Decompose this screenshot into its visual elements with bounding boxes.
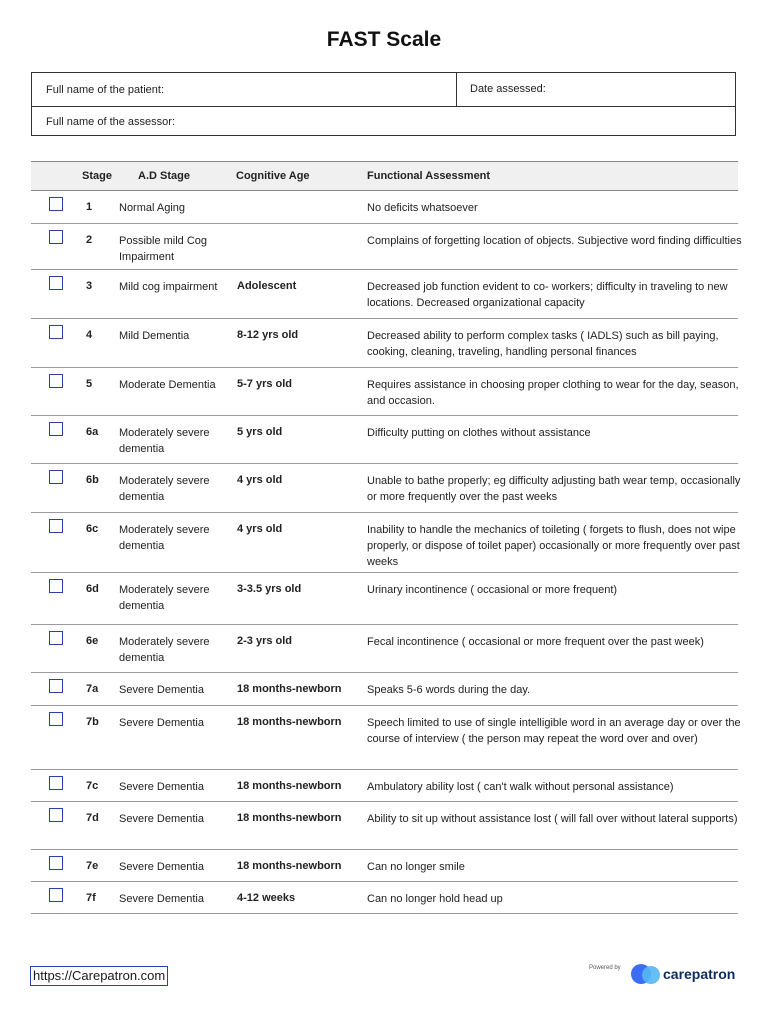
stage-checkbox[interactable] <box>49 579 63 593</box>
functional-assessment: Speech limited to use of single intelligible word in an average day or over the course of interview ( the person may repeat the word over and over) <box>367 717 741 745</box>
info-divider <box>456 73 457 106</box>
stage-checkbox[interactable] <box>49 856 63 870</box>
stage-number: 7c <box>86 780 99 792</box>
stage-number: 7a <box>86 683 99 695</box>
functional-assessment: Inability to handle the mechanics of toileting ( forgets to flush, does not wipe properly, or dispose of toilet paper) occasionally or more frequently over past weeks <box>367 524 740 568</box>
table-row <box>31 319 738 368</box>
functional-assessment: Decreased job function evident to co- workers; difficulty in traveling to new locations. Decreased organizational capacity <box>367 281 728 309</box>
table-row <box>31 368 738 416</box>
table-body <box>31 191 742 914</box>
stage-number: 6c <box>86 523 99 535</box>
stage-checkbox[interactable] <box>49 470 63 484</box>
table-header <box>31 161 738 191</box>
cognitive-age: 18 months-newborn <box>237 860 342 872</box>
functional-assessment: Can no longer smile <box>367 861 465 873</box>
ad-stage: Moderately severe dementia <box>119 475 210 503</box>
assessor-name-label: Full name of the assessor: <box>46 116 176 128</box>
carepatron-brand: carepatron <box>663 966 736 982</box>
stage-number: 6a <box>86 426 99 438</box>
ad-stage: Moderately severe dementia <box>119 636 210 664</box>
cognitive-age: 8-12 yrs old <box>237 329 299 341</box>
functional-assessment: Speaks 5-6 words during the day. <box>367 684 531 696</box>
stage-number: 6d <box>86 583 99 595</box>
table-row <box>31 464 741 513</box>
stage-checkbox[interactable] <box>49 631 63 645</box>
cognitive-age: 18 months-newborn <box>237 812 342 824</box>
header-ad-stage: A.D Stage <box>138 170 190 182</box>
table-row <box>31 802 738 850</box>
powered-by-text: Powered by <box>589 965 621 971</box>
cognitive-age: Adolescent <box>237 280 297 292</box>
ad-stage: Mild cog impairment <box>119 281 218 293</box>
cognitive-age: 5-7 yrs old <box>237 378 293 390</box>
stage-checkbox[interactable] <box>49 325 63 339</box>
patient-info-box <box>31 72 736 136</box>
stage-checkbox[interactable] <box>49 808 63 822</box>
ad-stage: Moderate Dementia <box>119 379 216 391</box>
stage-number: 7e <box>86 860 99 872</box>
functional-assessment: Requires assistance in choosing proper clothing to wear for the day, season, and occasion. <box>367 379 739 407</box>
table-row <box>31 882 738 914</box>
table-row <box>31 513 738 573</box>
ad-stage: Moderately severe dementia <box>119 427 210 455</box>
stage-number: 7d <box>86 812 99 824</box>
functional-assessment: Unable to bathe properly; eg difficulty adjusting bath wear temp, occasionally or more frequently over the past weeks <box>367 475 741 503</box>
ad-stage: Severe Dementia <box>119 861 204 873</box>
table-row <box>31 850 738 882</box>
ad-stage: Moderately severe dementia <box>119 524 210 552</box>
cognitive-age: 4 yrs old <box>237 474 283 486</box>
stage-checkbox[interactable] <box>49 519 63 533</box>
stage-checkbox[interactable] <box>49 776 63 790</box>
fast-scale-table <box>31 161 742 914</box>
cognitive-age: 2-3 yrs old <box>237 635 293 647</box>
functional-assessment: Fecal incontinence ( occasional or more frequent over the past week) <box>367 636 704 648</box>
ad-stage: Severe Dementia <box>119 893 204 905</box>
stage-checkbox[interactable] <box>49 276 63 290</box>
stage-number: 1 <box>86 201 93 213</box>
cognitive-age: 18 months-newborn <box>237 683 342 695</box>
table-row <box>31 673 738 706</box>
stage-checkbox[interactable] <box>49 888 63 902</box>
cognitive-age: 5 yrs old <box>237 426 283 438</box>
stage-number: 3 <box>86 280 93 292</box>
stage-number: 7b <box>86 716 99 728</box>
table-row <box>31 191 738 224</box>
functional-assessment: Can no longer hold head up <box>367 893 503 905</box>
header-cognitive-age: Cognitive Age <box>236 170 310 182</box>
table-row <box>31 224 742 270</box>
stage-checkbox[interactable] <box>49 422 63 436</box>
functional-assessment: Decreased ability to perform complex tasks ( IADLS) such as bill paying, cooking, cleaning, traveling, handling personal finances <box>367 330 719 358</box>
header-stage: Stage <box>82 170 112 182</box>
ad-stage: Mild Dementia <box>119 330 190 342</box>
stage-number: 6e <box>86 635 99 647</box>
table-row <box>31 770 738 802</box>
ad-stage: Possible mild Cog Impairment <box>119 235 208 263</box>
ad-stage: Severe Dementia <box>119 813 204 825</box>
ad-stage: Severe Dementia <box>119 781 204 793</box>
table-row <box>31 416 738 464</box>
ad-stage: Moderately severe dementia <box>119 584 210 612</box>
carepatron-link[interactable]: https://Carepatron.com <box>30 966 168 986</box>
header-functional-assessment: Functional Assessment <box>367 170 491 182</box>
stage-checkbox[interactable] <box>49 679 63 693</box>
date-assessed-label: Date assessed: <box>470 83 546 95</box>
stage-checkbox[interactable] <box>49 197 63 211</box>
functional-assessment: Ambulatory ability lost ( can't walk without personal assistance) <box>367 781 674 793</box>
stage-checkbox[interactable] <box>49 712 63 726</box>
patient-name-label: Full name of the patient: <box>46 84 165 96</box>
functional-assessment: No deficits whatsoever <box>367 202 478 214</box>
stage-checkbox[interactable] <box>49 374 63 388</box>
functional-assessment: Ability to sit up without assistance lost ( will fall over without lateral supports) <box>367 813 738 825</box>
cognitive-age: 4-12 weeks <box>237 892 296 904</box>
stage-number: 7f <box>86 892 96 904</box>
cognitive-age: 3-3.5 yrs old <box>237 583 302 595</box>
stage-checkbox[interactable] <box>49 230 63 244</box>
cognitive-age: 18 months-newborn <box>237 716 342 728</box>
functional-assessment: Urinary incontinence ( occasional or more frequent) <box>367 584 618 596</box>
table-row <box>31 270 738 319</box>
table-row <box>31 625 738 673</box>
ad-stage: Severe Dementia <box>119 684 204 696</box>
stage-number: 4 <box>86 329 93 341</box>
stage-number: 2 <box>86 234 93 246</box>
ad-stage: Severe Dementia <box>119 717 204 729</box>
stage-number: 6b <box>86 474 99 486</box>
cognitive-age: 4 yrs old <box>237 523 283 535</box>
table-row <box>31 706 741 770</box>
page-title: FAST Scale <box>326 28 442 51</box>
functional-assessment: Difficulty putting on clothes without assistance <box>367 427 591 439</box>
functional-assessment: Complains of forgetting location of objects. Subjective word finding difficulties <box>367 235 742 247</box>
cognitive-age: 18 months-newborn <box>237 780 342 792</box>
ad-stage: Normal Aging <box>119 202 186 214</box>
carepatron-logo-icon <box>630 963 662 985</box>
table-row <box>31 573 738 625</box>
stage-number: 5 <box>86 378 93 390</box>
